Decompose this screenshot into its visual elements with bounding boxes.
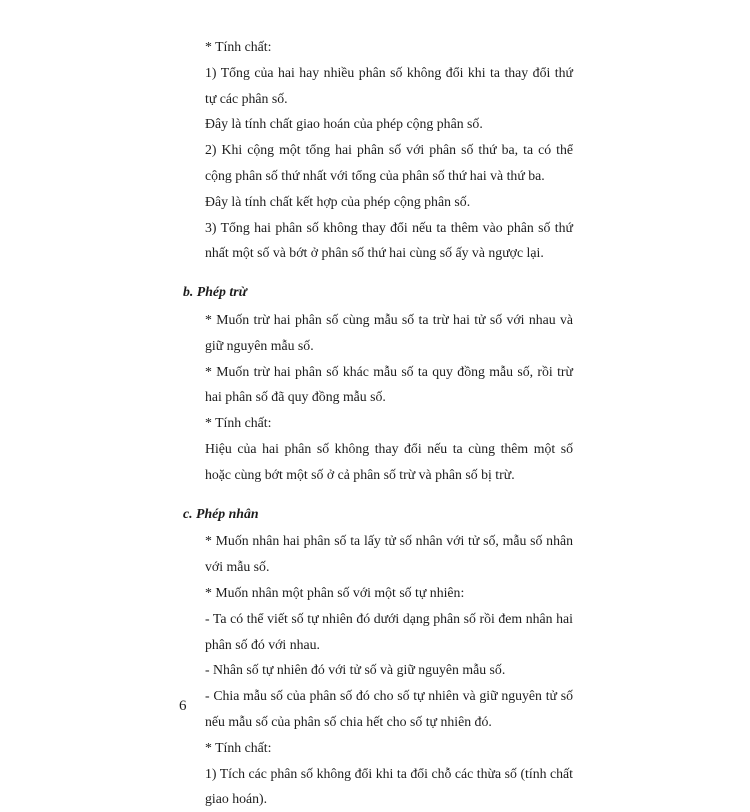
paragraph: * Tính chất: — [205, 415, 272, 431]
paragraph: * Muốn nhân một phân số với một số tự nhiên: — [205, 584, 465, 600]
paragraph: 1) Tổng của hai hay nhiều phân số không đổi khi ta thay đổi thứ tự các phân số. — [205, 64, 573, 106]
text-block — [183, 34, 573, 812]
paragraph: * Muốn nhân hai phân số ta lấy tử số nhân với tử số, mẫu số nhân với mẫu số. — [205, 533, 573, 575]
paragraph: Đây là tính chất giao hoán của phép cộng phân số. — [205, 116, 483, 132]
section-heading: c. Phép nhân — [183, 505, 259, 521]
paragraph: * Muốn trừ hai phân số cùng mẫu số ta trừ hai tử số với nhau và giữ nguyên mẫu số. — [205, 311, 573, 353]
paragraph: * Tính chất: — [205, 39, 272, 54]
paragraph: 3) Tổng hai phân số không thay đổi nếu ta thêm vào phân số thứ nhất một số và bớt ở phân số thứ hai cùng số ấy và ngược lại. — [205, 219, 573, 261]
paragraph: - Ta có thể viết số tự nhiên đó dưới dạng phân số rồi đem nhân hai phân số đó với nhau. — [205, 610, 573, 652]
paragraph: * Tính chất: — [205, 739, 272, 755]
page-number: 6 — [179, 698, 187, 714]
paragraph: Đây là tính chất kết hợp của phép cộng phân số. — [205, 193, 471, 209]
section-heading: b. Phép trừ — [183, 284, 247, 300]
paragraph: * Muốn trừ hai phân số khác mẫu số ta quy đồng mẫu số, rồi trừ hai phân số đã quy đồng mẫu số. — [205, 363, 573, 405]
paragraph: - Nhân số tự nhiên đó với tử số và giữ nguyên mẫu số. — [205, 662, 506, 678]
paragraph: Hiệu của hai phân số không thay đổi nếu ta cùng thêm một số hoặc cùng bớt một số ở cả phân số trừ và phân số bị trừ. — [205, 440, 573, 482]
paragraph: 2) Khi cộng một tổng hai phân số với phân số thứ ba, ta có thể cộng phân số thứ nhất với tổng của phân số thứ hai và thứ ba. — [205, 142, 573, 183]
paragraph: - Chia mẫu số của phân số đó cho số tự nhiên và giữ nguyên tử số nếu mẫu số của phân số chia hết cho số tự nhiên đó. — [205, 688, 573, 729]
paragraph: 1) Tích các phân số không đổi khi ta đổi chỗ các thừa số (tính chất giao hoán). — [205, 765, 573, 807]
